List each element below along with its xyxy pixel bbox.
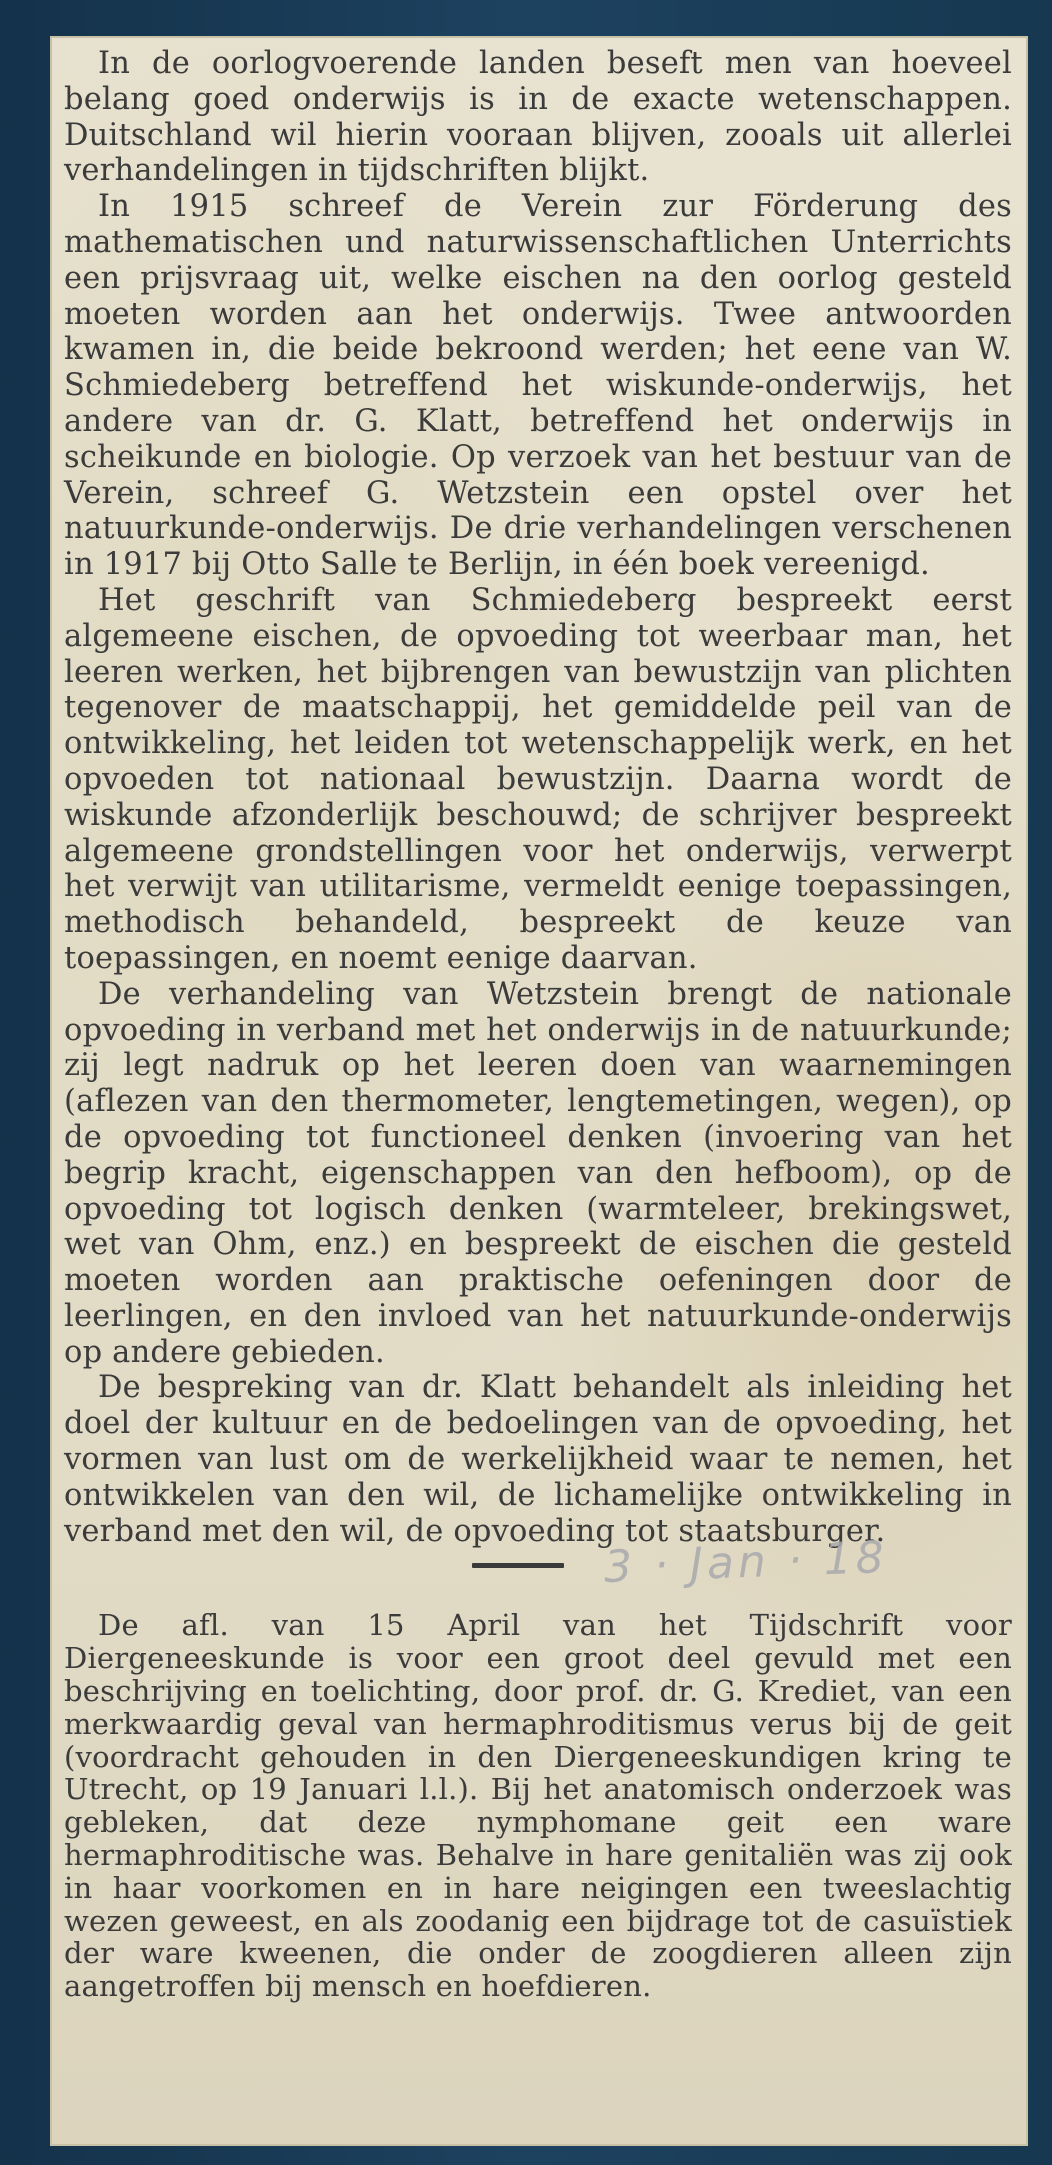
handwritten-date-note: 3 · Jan · 18 bbox=[603, 1532, 889, 1594]
article-paragraph-3: Het geschrift van Schmiedeberg bespreekt eerst algemeene eischen, de opvoeding tot weerbaar man, het leeren werken, het bijbrengen van bewustzijn van plichten tegenover de maatschappij, het gemiddelde peil van de ontwikkeling, het leiden tot wetenschappelijk werk, en het opvoeden tot nationaal bewustzijn. Daarna wordt de wiskunde afzonderlijk beschouwd; de schrijver bespreekt algemeene grondstellingen voor het onderwijs, verwerpt het verwijt van utilitarisme, vermeldt eenige toepassingen, methodisch behandeld, bespreekt de keuze van toepassingen, en noemt eenige daarvan. bbox=[64, 582, 1012, 976]
article-paragraph-1: In de oorlogvoerende landen beseft men van hoeveel belang goed onderwijs is in de exacte wetenschappen. Duitschland wil hierin vooraan blijven, zooals uit allerlei verhandelingen in tijdschriften blijkt. bbox=[64, 46, 1012, 189]
article-column bbox=[64, 46, 1012, 2003]
article-paragraph-2: In 1915 schreef de Verein zur Förderung des mathematischen und naturwissenschaftlichen Unterrichts een prijsvraag uit, welke eischen na den oorlog gesteld moeten worden aan het onderwijs. Twee antwoorden kwamen in, die beide bekroond werden; het eene van W. Schmiedeberg betreffend het wiskunde-onderwijs, het andere van dr. G. Klatt, betreffend het onderwijs in scheikunde en biologie. Op verzoek van het bestuur van de Verein, schreef G. Wetzstein een opstel over het natuurkunde-onderwijs. De drie verhandelingen verschenen in 1917 bij Otto Salle te Berlijn, in één boek vereenigd. bbox=[64, 189, 1012, 583]
section-divider-row bbox=[64, 1532, 1012, 1609]
article-paragraph-4: De verhandeling van Wetzstein brengt de nationale opvoeding in verband met het onderwijs in de natuurkunde; zij legt nadruk op het leeren doen van waarnemingen (aflezen van den thermometer, lengtemetingen, wegen), op de opvoeding tot functioneel denken (invoering van het begrip kracht, eigenschappen van den hefboom), op de opvoeding tot logisch denken (warmteleer, brekingswet, wet van Ohm, enz.) en bespreekt de eischen die gesteld moeten worden aan praktische oefeningen door de leerlingen, en den invloed van het natuurkunde-onderwijs op andere gebieden. bbox=[64, 976, 1012, 1370]
article-paragraph-5: De bespreking van dr. Klatt behandelt als inleiding het doel der kultuur en de bedoelingen van de opvoeding, het vormen van lust om de werkelijkheid waar te nemen, het ontwikkelen van den wil, de lichamelijke ontwikkeling in verband met den wil, de opvoeding tot staatsburger. bbox=[64, 1370, 1012, 1549]
second-article-paragraph: De afl. van 15 April van het Tijdschrift voor Diergeneeskunde is voor een groot deel gevuld met een beschrijving en toelichting, door prof. dr. G. Krediet, van een merkwaardig geval van hermaphroditismus verus bij de geit (voordracht gehouden in den Diergeneeskundigen kring te Utrecht, op 19 Januari l.l.). Bij het anatomisch onderzoek was gebleken, dat deze nymphomane geit een ware hermaphroditische was. Behalve in hare genitaliën was zij ook in haar voorkomen en in hare neigingen een tweeslachtig wezen geweest, en als zoodanig een bijdrage tot de casuïstiek der ware kweenen, die onder de zoogdieren alleen zijn aangetroffen bij mensch en hoefdieren. bbox=[64, 1608, 1012, 2004]
section-divider bbox=[472, 1563, 564, 1568]
newspaper-clipping bbox=[50, 36, 1028, 2146]
